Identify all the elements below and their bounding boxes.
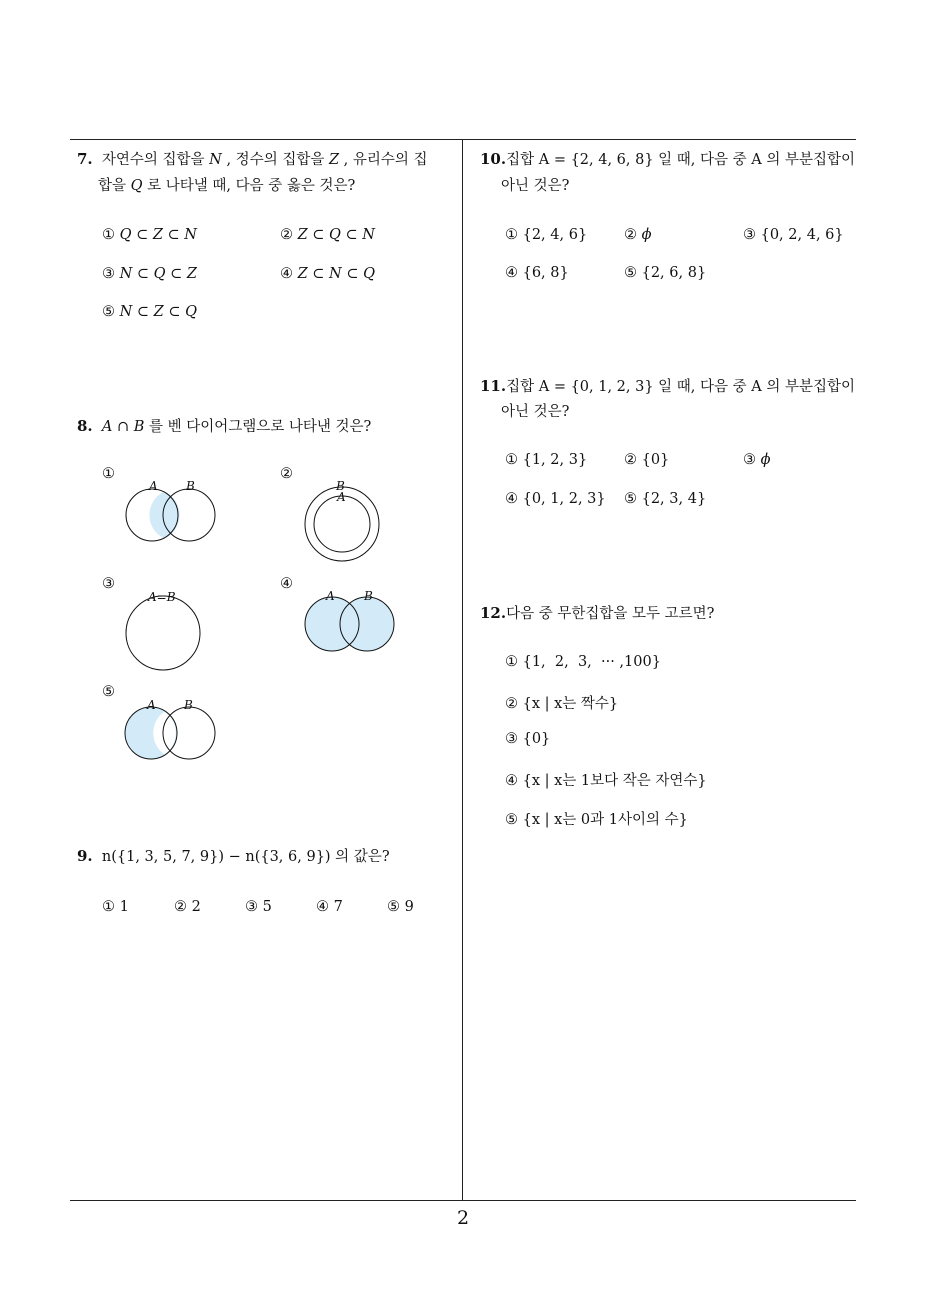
q7-option-4-text: Z ⊂ N ⊂ Q (297, 266, 375, 282)
q12-option-4[interactable] (505, 769, 707, 790)
q9-number: 9. (77, 847, 93, 865)
q10-line2: 아닌 것은? (501, 178, 570, 194)
q12-option-1-mark: ① (505, 654, 518, 670)
q8-text: 를 벤 다이어그램으로 나타낸 것은? (144, 419, 372, 435)
q7-option-5[interactable] (102, 304, 197, 320)
q7-option-1-mark: ① (102, 227, 115, 243)
q7-text-c: , 유리수의 집 (339, 152, 428, 168)
q11-option-3[interactable] (743, 452, 771, 468)
q8-option-3-mark[interactable]: ③ (102, 576, 115, 592)
q10-option-1[interactable] (505, 227, 587, 243)
q12-stem (480, 604, 714, 623)
venn-4-label-b: B (364, 589, 373, 603)
q12-option-2-text: {x | x는 짝수} (522, 696, 619, 712)
q10-option-2-mark: ② (624, 227, 637, 243)
q9-expr: n({1, 3, 5, 7, 9}) − n({3, 6, 9}) (101, 849, 331, 865)
q7-option-4-mark: ④ (280, 266, 293, 282)
q12-option-5-text: {x | x는 0과 1사이의 수} (522, 812, 688, 828)
venn-3-circle (126, 596, 200, 670)
q10-option-3-mark: ③ (743, 227, 756, 243)
q9-option-1-mark: ① (102, 899, 115, 915)
q7-text-e: 로 나타낼 때, 다음 중 옳은 것은? (142, 178, 356, 194)
q10-option-5-text: {2, 6, 8} (641, 265, 707, 281)
q9-stem (77, 847, 390, 866)
q12-number: 12. (480, 604, 507, 622)
q11-text-1: 집합 A = {0, 1, 2, 3} 일 때, 다음 중 A 의 부분집합이 (506, 379, 855, 395)
q11-option-4[interactable] (505, 491, 606, 507)
q11-option-3-mark: ③ (743, 452, 756, 468)
q7-line1 (77, 150, 428, 169)
q12-option-5-mark: ⑤ (505, 812, 518, 828)
venn-3-label: A=B (148, 590, 176, 604)
q10-option-3[interactable] (743, 227, 844, 243)
q12-option-4-text: {x | x는 1보다 작은 자연수} (522, 773, 707, 789)
q9-option-3-text: 5 (262, 899, 272, 915)
q9-option-3[interactable] (245, 899, 272, 915)
q8-option-1-mark[interactable]: ① (102, 466, 115, 482)
q10-option-5-mark: ⑤ (624, 265, 637, 281)
bottom-rule (70, 1200, 856, 1201)
q12-option-5[interactable] (505, 808, 688, 829)
venn-2-label-a: A (337, 490, 346, 504)
q11-option-4-mark: ④ (505, 491, 518, 507)
q10-option-1-mark: ① (505, 227, 518, 243)
q7-option-3-text: N ⊂ Q ⊂ Z (119, 266, 197, 282)
q11-option-2[interactable] (624, 452, 669, 468)
q11-line1 (480, 377, 855, 396)
q8-venn-1 (120, 478, 220, 548)
venn-4-circle-b (340, 597, 394, 651)
q10-option-3-text: {0, 2, 4, 6} (760, 227, 844, 243)
q11-option-3-text: ϕ (760, 452, 771, 468)
q11-option-5-mark: ⑤ (624, 491, 637, 507)
q9-option-5-text: 9 (404, 899, 414, 915)
q11-option-2-text: {0} (641, 452, 670, 468)
q8-venn-4 (300, 588, 400, 658)
venn-1-intersection-fill (149, 491, 179, 538)
q9-option-1[interactable] (102, 899, 129, 915)
q12-option-2[interactable] (505, 692, 618, 713)
q8-expr: A ∩ B (101, 419, 145, 435)
q11-option-1[interactable] (505, 452, 587, 468)
q9-option-1-text: 1 (119, 899, 129, 915)
q11-option-5-text: {2, 3, 4} (641, 491, 707, 507)
q8-option-4-mark[interactable]: ④ (280, 576, 293, 592)
q9-option-2-text: 2 (191, 899, 201, 915)
q8-venn-2 (300, 478, 390, 568)
q7-option-5-text: N ⊂ Z ⊂ Q (119, 304, 197, 320)
q7-set-z: Z (328, 152, 340, 168)
q12-option-1[interactable] (505, 654, 661, 670)
q10-number: 10. (480, 150, 507, 168)
q8-option-5-mark[interactable]: ⑤ (102, 684, 115, 700)
q10-option-2[interactable] (624, 227, 652, 243)
q8-number: 8. (77, 417, 93, 435)
q7-option-3[interactable] (102, 266, 197, 282)
venn-2-label-b: B (336, 479, 345, 493)
q7-option-1-text: Q ⊂ Z ⊂ N (119, 227, 197, 243)
q12-option-2-mark: ② (505, 696, 518, 712)
venn-1-label-b: B (186, 479, 195, 493)
q7-option-4[interactable] (280, 266, 375, 282)
q7-option-2-text: Z ⊂ Q ⊂ N (297, 227, 375, 243)
q12-option-3[interactable] (505, 731, 550, 747)
q10-text-1: 집합 A = {2, 4, 6, 8} 일 때, 다음 중 A 의 부분집합이 (506, 152, 855, 168)
q11-option-2-mark: ② (624, 452, 637, 468)
q8-option-2-mark[interactable]: ② (280, 466, 293, 482)
q11-option-1-mark: ① (505, 452, 518, 468)
q8-venn-5 (120, 697, 220, 767)
q11-option-5[interactable] (624, 491, 706, 507)
q12-option-1-text: {1, 2, 3, ··· ,100} (522, 654, 661, 670)
venn-2-circle-a (314, 496, 370, 552)
q10-option-4-text: {6, 8} (522, 265, 569, 281)
venn-5-label-a: A (147, 698, 156, 712)
q9-option-2[interactable] (174, 899, 201, 915)
q9-option-5-mark: ⑤ (387, 899, 400, 915)
q11-line2: 아닌 것은? (501, 404, 570, 420)
q12-option-3-text: {0} (522, 731, 551, 747)
q7-text-d: 합을 (98, 178, 131, 194)
q7-option-1[interactable] (102, 227, 197, 243)
venn-5-label-b: B (184, 698, 193, 712)
page-number: 2 (456, 1207, 470, 1229)
q10-line1 (480, 150, 855, 169)
q10-option-4[interactable] (505, 265, 569, 281)
q7-set-n: N (209, 152, 222, 168)
q7-option-3-mark: ③ (102, 266, 115, 282)
q7-number: 7. (77, 150, 93, 168)
q7-text-a: 자연수의 집합을 (101, 152, 210, 168)
q9-option-2-mark: ② (174, 899, 187, 915)
q7-option-5-mark: ⑤ (102, 304, 115, 320)
q12-option-3-mark: ③ (505, 731, 518, 747)
top-rule (70, 139, 856, 140)
q9-option-4-text: 7 (333, 899, 343, 915)
q10-option-2-text: ϕ (641, 227, 652, 243)
q9-option-5[interactable] (387, 899, 414, 915)
q12-option-4-mark: ④ (505, 773, 518, 789)
q7-text-b: , 정수의 집합을 (221, 152, 329, 168)
q11-option-1-text: {1, 2, 3} (522, 452, 588, 468)
q12-text: 다음 중 무한집합을 모두 고르면? (506, 606, 715, 622)
q7-line2 (98, 177, 355, 195)
q9-text: 의 값은? (330, 849, 390, 865)
q10-option-4-mark: ④ (505, 265, 518, 281)
q10-option-1-text: {2, 4, 6} (522, 227, 588, 243)
q7-option-2-mark: ② (280, 227, 293, 243)
column-divider (462, 139, 463, 1200)
q11-number: 11. (480, 377, 507, 395)
q10-option-5[interactable] (624, 265, 706, 281)
venn-1-label-a: A (149, 479, 158, 493)
q7-option-2[interactable] (280, 227, 375, 243)
q8-stem (77, 417, 371, 436)
q9-option-4-mark: ④ (316, 899, 329, 915)
venn-4-label-a: A (326, 589, 335, 603)
q8-venn-3 (120, 588, 210, 678)
q7-set-q: Q (130, 178, 143, 194)
q9-option-3-mark: ③ (245, 899, 258, 915)
q11-option-4-text: {0, 1, 2, 3} (522, 491, 606, 507)
q9-option-4[interactable] (316, 899, 343, 915)
